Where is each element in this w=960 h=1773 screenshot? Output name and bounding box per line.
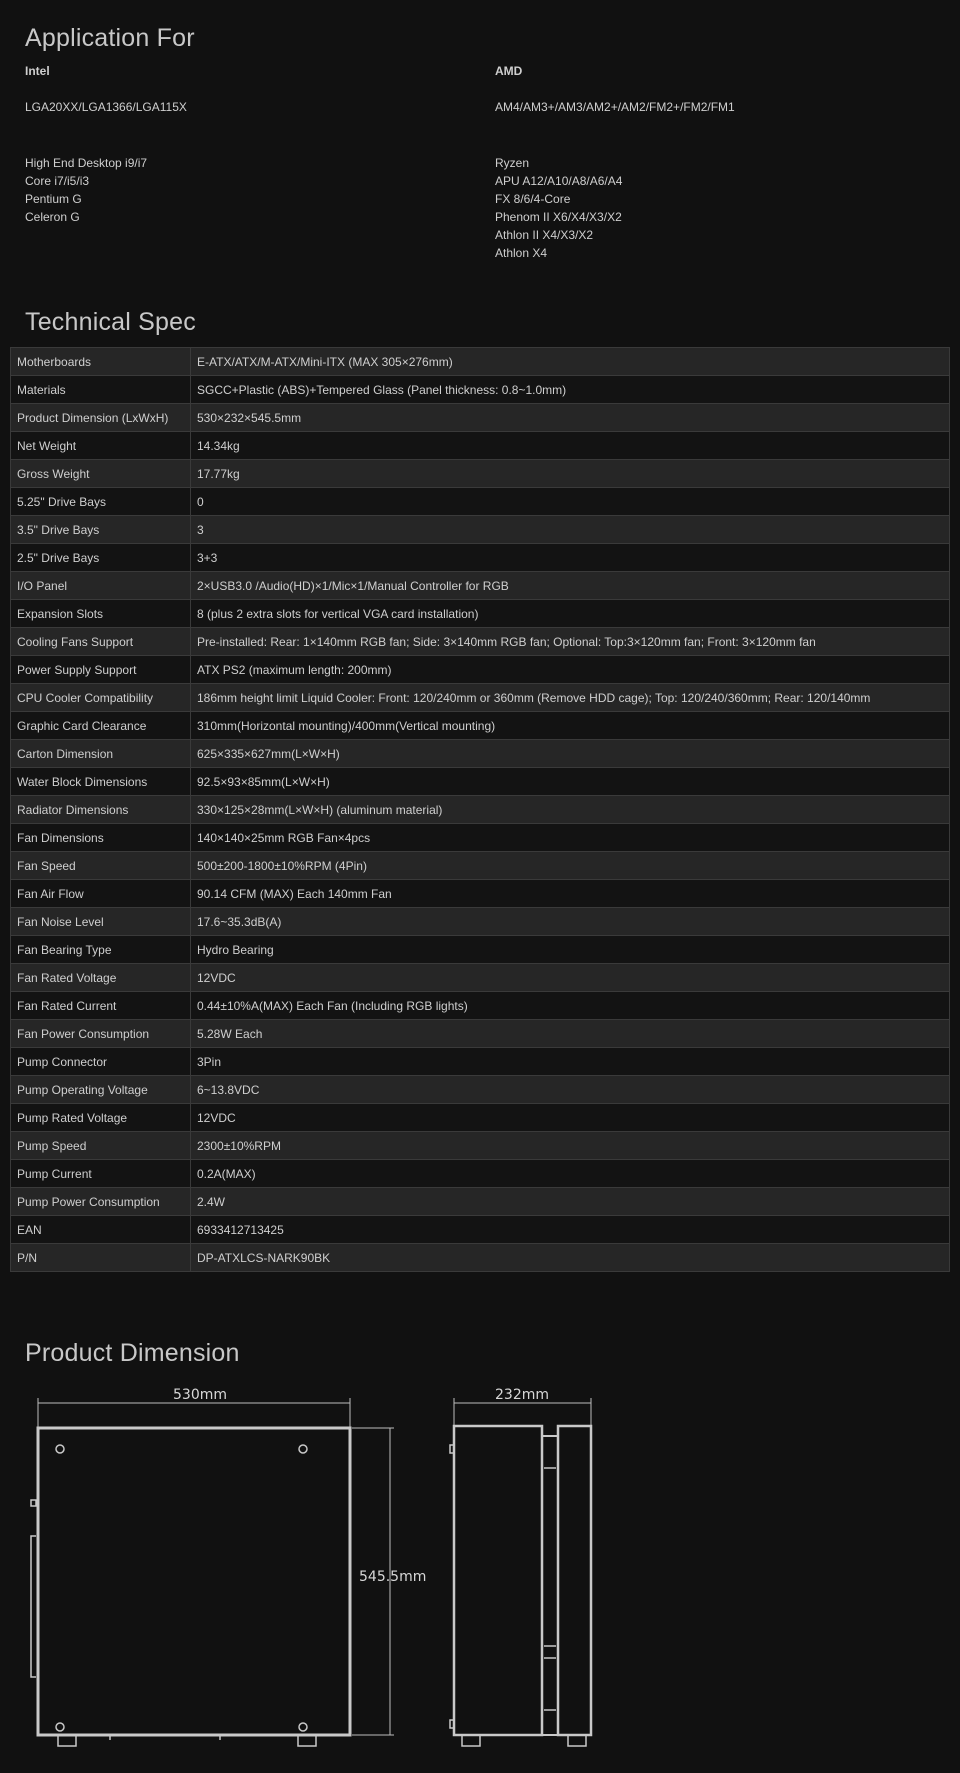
spec-value: ATX PS2 (maximum length: 200mm) [191, 656, 950, 684]
table-row [11, 908, 950, 936]
spec-key: Motherboards [11, 348, 191, 376]
table-row [11, 376, 950, 404]
spec-key: Cooling Fans Support [11, 628, 191, 656]
table-row [11, 516, 950, 544]
spec-value: 625×335×627mm(L×W×H) [191, 740, 950, 768]
table-row [11, 404, 950, 432]
table-row [11, 768, 950, 796]
spec-key: Fan Rated Current [11, 992, 191, 1020]
table-row [11, 1132, 950, 1160]
table-row [11, 712, 950, 740]
spec-key: Carton Dimension [11, 740, 191, 768]
product-dimension-drawing [0, 1380, 960, 1773]
spec-key: Gross Weight [11, 460, 191, 488]
spec-value: 8 (plus 2 extra slots for vertical VGA card installation) [191, 600, 950, 628]
spec-key: CPU Cooler Compatibility [11, 684, 191, 712]
spec-key: Pump Speed [11, 1132, 191, 1160]
intel-column [25, 64, 455, 224]
spec-key: Expansion Slots [11, 600, 191, 628]
spec-key: Fan Noise Level [11, 908, 191, 936]
spec-table [10, 347, 950, 1272]
table-row [11, 880, 950, 908]
spec-value: 5.28W Each [191, 1020, 950, 1048]
spec-key: Pump Power Consumption [11, 1188, 191, 1216]
intel-sockets: LGA20XX/LGA1366/LGA115X [25, 100, 187, 114]
list-item: Athlon X4 [495, 246, 548, 260]
spec-key: 3.5" Drive Bays [11, 516, 191, 544]
intel-heading: Intel [25, 64, 50, 78]
amd-heading: AMD [495, 64, 523, 78]
application-title: Application For [25, 24, 195, 52]
spec-key: Radiator Dimensions [11, 796, 191, 824]
table-row [11, 488, 950, 516]
spec-value: Hydro Bearing [191, 936, 950, 964]
spec-value: 92.5×93×85mm(L×W×H) [191, 768, 950, 796]
spec-key: Pump Connector [11, 1048, 191, 1076]
list-item: FX 8/6/4-Core [495, 192, 571, 206]
table-row [11, 1160, 950, 1188]
spec-value: 17.77kg [191, 460, 950, 488]
spec-value: 17.6~35.3dB(A) [191, 908, 950, 936]
table-row [11, 796, 950, 824]
spec-value: 2×USB3.0 /Audio(HD)×1/Mic×1/Manual Controller for RGB [191, 572, 950, 600]
table-row [11, 1188, 950, 1216]
spec-value: SGCC+Plastic (ABS)+Tempered Glass (Panel thickness: 0.8~1.0mm) [191, 376, 950, 404]
spec-key: Fan Bearing Type [11, 936, 191, 964]
intel-cpu-list [25, 154, 147, 226]
table-row [11, 1048, 950, 1076]
spec-value: 3+3 [191, 544, 950, 572]
spec-value: DP-ATXLCS-NARK90BK [191, 1244, 950, 1272]
table-row [11, 1216, 950, 1244]
spec-value: 3Pin [191, 1048, 950, 1076]
table-row [11, 964, 950, 992]
spec-key: Fan Dimensions [11, 824, 191, 852]
height-label: 545.5mm [359, 1569, 427, 1585]
table-row [11, 852, 950, 880]
spec-key: Fan Air Flow [11, 880, 191, 908]
spec-value: 0 [191, 488, 950, 516]
spec-value: E-ATX/ATX/M-ATX/Mini-ITX (MAX 305×276mm) [191, 348, 950, 376]
table-row [11, 684, 950, 712]
spec-value: 12VDC [191, 1104, 950, 1132]
list-item: Celeron G [25, 210, 80, 224]
spec-key: Pump Rated Voltage [11, 1104, 191, 1132]
list-item: Athlon II X4/X3/X2 [495, 228, 594, 242]
list-item: APU A12/A10/A8/A6/A4 [495, 174, 623, 188]
spec-key: Fan Rated Voltage [11, 964, 191, 992]
amd-cpu-list [495, 154, 622, 262]
spec-value: 0.2A(MAX) [191, 1160, 950, 1188]
table-row [11, 628, 950, 656]
side-view [450, 1426, 591, 1746]
spec-key: Graphic Card Clearance [11, 712, 191, 740]
spec-value: 90.14 CFM (MAX) Each 140mm Fan [191, 880, 950, 908]
spec-key: Pump Current [11, 1160, 191, 1188]
table-row [11, 1104, 950, 1132]
spec-key: P/N [11, 1244, 191, 1272]
width-label: 232mm [495, 1387, 549, 1403]
table-row [11, 936, 950, 964]
table-row [11, 1076, 950, 1104]
spec-value: 330×125×28mm(L×W×H) (aluminum material) [191, 796, 950, 824]
spec-key: Product Dimension (LxWxH) [11, 404, 191, 432]
spec-value: 140×140×25mm RGB Fan×4pcs [191, 824, 950, 852]
table-row [11, 824, 950, 852]
list-item: Phenom II X6/X4/X3/X2 [495, 210, 622, 224]
spec-key: Fan Speed [11, 852, 191, 880]
spec-value: 500±200-1800±10%RPM (4Pin) [191, 852, 950, 880]
spec-value: 2.4W [191, 1188, 950, 1216]
spec-key: Materials [11, 376, 191, 404]
list-item: High End Desktop i9/i7 [25, 156, 148, 170]
spec-key: 5.25" Drive Bays [11, 488, 191, 516]
spec-value: 3 [191, 516, 950, 544]
list-item: Ryzen [495, 156, 530, 170]
table-row [11, 432, 950, 460]
table-row [11, 992, 950, 1020]
spec-value: 6933412713425 [191, 1216, 950, 1244]
spec-value: 14.34kg [191, 432, 950, 460]
table-row [11, 348, 950, 376]
amd-column [495, 64, 925, 260]
table-row [11, 1244, 950, 1272]
front-view [31, 1428, 350, 1746]
spec-key: EAN [11, 1216, 191, 1244]
spec-key: Net Weight [11, 432, 191, 460]
length-label: 530mm [173, 1387, 227, 1403]
table-row [11, 1020, 950, 1048]
dimension-title: Product Dimension [25, 1339, 240, 1367]
list-item: Core i7/i5/i3 [25, 174, 90, 188]
spec-key: Water Block Dimensions [11, 768, 191, 796]
spec-value: 2300±10%RPM [191, 1132, 950, 1160]
list-item: Pentium G [25, 192, 82, 206]
spec-key: 2.5" Drive Bays [11, 544, 191, 572]
spec-key: Power Supply Support [11, 656, 191, 684]
table-row [11, 572, 950, 600]
table-row [11, 544, 950, 572]
spec-key: Pump Operating Voltage [11, 1076, 191, 1104]
amd-sockets: AM4/AM3+/AM3/AM2+/AM2/FM2+/FM2/FM1 [495, 100, 735, 114]
spec-value: 0.44±10%A(MAX) Each Fan (Including RGB lights) [191, 992, 950, 1020]
spec-value: 12VDC [191, 964, 950, 992]
table-row [11, 656, 950, 684]
spec-value: 310mm(Horizontal mounting)/400mm(Vertical mounting) [191, 712, 950, 740]
spec-key: I/O Panel [11, 572, 191, 600]
table-row [11, 740, 950, 768]
spec-value: 186mm height limit Liquid Cooler: Front: 120/240mm or 360mm (Remove HDD cage); Top: 120/240/360mm; Rear: 120/140mm [191, 684, 950, 712]
spec-value: 6~13.8VDC [191, 1076, 950, 1104]
spec-title: Technical Spec [25, 308, 196, 336]
spec-value: Pre-installed: Rear: 1×140mm RGB fan; Side: 3×140mm RGB fan; Optional: Top:3×120mm fan; Front: 3×120mm fan [191, 628, 950, 656]
table-row [11, 460, 950, 488]
spec-value: 530×232×545.5mm [191, 404, 950, 432]
table-row [11, 600, 950, 628]
spec-key: Fan Power Consumption [11, 1020, 191, 1048]
